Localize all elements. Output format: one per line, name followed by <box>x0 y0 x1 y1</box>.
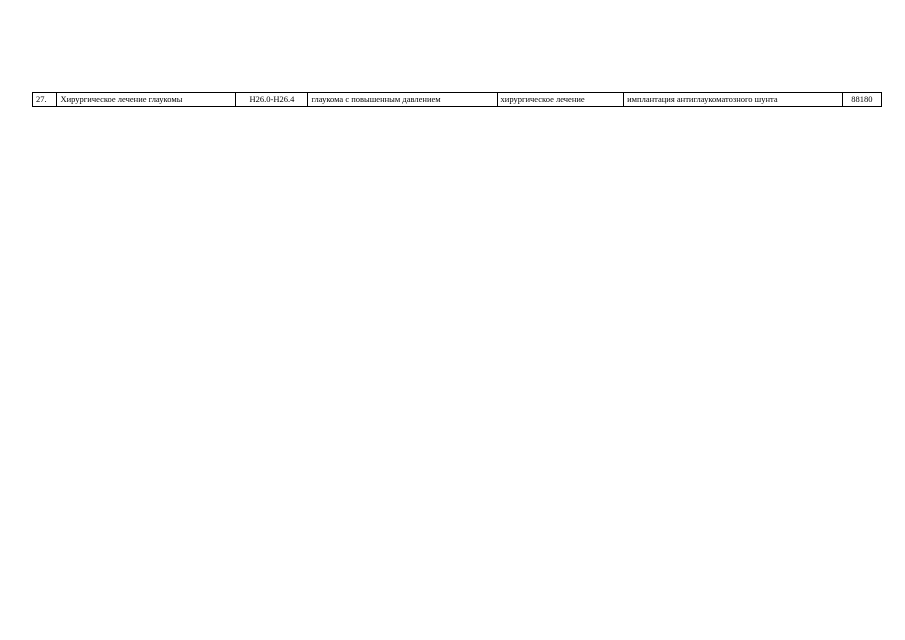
table <box>32 92 882 107</box>
c3: глаукома с повышенным давлением <box>308 93 497 107</box>
c5: имплантация антиглаукоматозного шунта <box>624 93 843 107</box>
c4: хирургическое лечение <box>497 93 624 107</box>
c1: Хирургическое лечение глаукомы <box>57 93 236 107</box>
c2: H26.0-H26.4 <box>236 93 308 107</box>
c6: 88180 <box>842 93 881 107</box>
c0: 27. <box>33 93 57 107</box>
table-row <box>33 93 882 107</box>
